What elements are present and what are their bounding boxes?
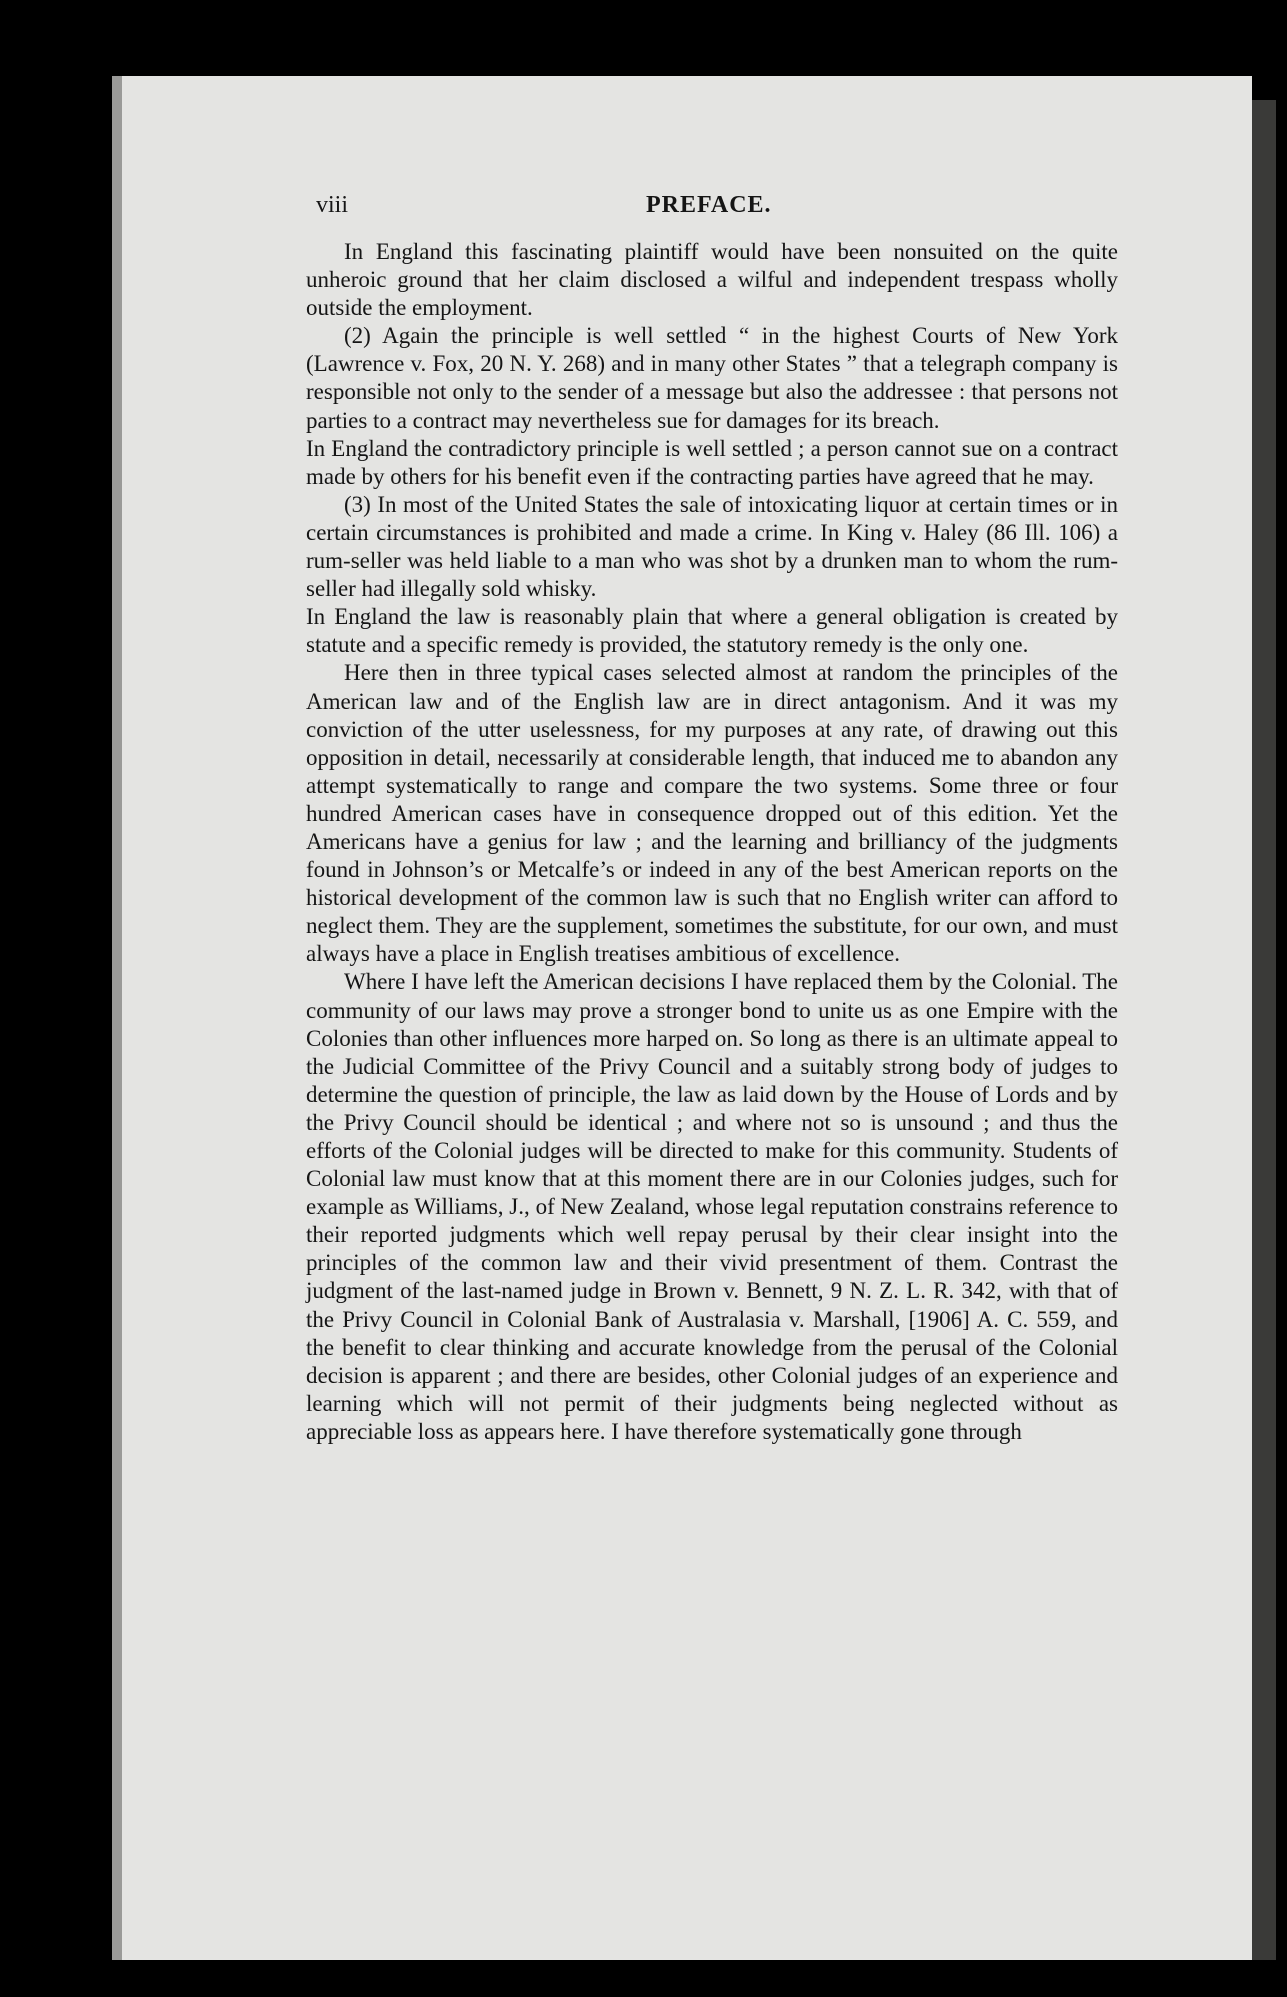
paragraph-5: In England the law is reasonably plain that where a general obligation is created by statute and a specific remedy is provided, the statutory remedy is the only one. — [306, 604, 1118, 658]
running-head — [306, 192, 1118, 238]
paragraph-6: Here then in three typical cases selected almost at random the principles of the American law and of the English law are in direct antagonism. And it was my conviction of the utter uselessness, for my purposes at any rate, of drawing out this opposition in detail, necessarily at considerable length, that induced me to abandon any attempt systematically to range and compare the two systems. Some three or four hundred American cases have in consequence dropped out of this edition. Yet the Americans have a genius for law ; and the learning and brilliancy of the judgments found in Johnson’s or Metcalfe’s or indeed in any of the best American reports on the historical development of the common law is such that no English writer can afford to neglect them. They are the supplement, sometimes the substitute, for our own, and must always have a place in English treatises ambitious of excellence. — [306, 660, 1118, 967]
paragraph-7: Where I have left the American decisions I have replaced them by the Colonial. The community of our laws may prove a stronger bond to unite us as one Empire with the Colonies than other influences more harped on. So long as there is an ultimate appeal to the Judicial Committee of the Privy Council and a suitably strong body of judges to determine the question of principle, the law as laid down by the House of Lords and by the Privy Council should be identical ; and where not so is unsound ; and thus the efforts of the Colonial judges will be directed to make for this community. Students of Colonial law must know that at this moment there are in our Colonies judges, such for example as Williams, J., of New Zealand, whose legal reputation constrains reference to their reported judgments which well repay perusal by their clear insight into the principles of the common law and their vivid presentment of them. Contrast the judgment of the last-named judge in Brown v. Bennett, 9 N. Z. L. R. 342, with that of the Privy Council in Colonial Bank of Australasia v. Marshall, [1906] A. C. 559, and the benefit to clear thinking and accurate knowledge from the perusal of the Colonial decision is apparent ; and there are besides, other Colonial judges of an experience and learning which will not permit of their judgments being neglected without as appreciable loss as appears here. I have therefore systematically gone through — [306, 969, 1118, 1444]
paragraph-4: (3) In most of the United States the sale of intoxicating liquor at certain times or in certain circumstances is prohibited and made a crime. In King v. Haley (86 Ill. 106) a rum-seller was held liable to a man who was shot by a drunken man to whom the rum-seller had illegally sold whisky. — [306, 491, 1118, 602]
text-column — [306, 192, 1118, 1446]
paragraph-2: (2) Again the principle is well settled “ in the highest Courts of New York (Lawrence v. Fox, 20 N. Y. 268) and in many other States ” that a telegraph company is responsible not only to the sender of a message but also the addressee : that persons not parties to a contract may nevertheless sue for damages for its breach. — [306, 323, 1118, 433]
paragraph-1: In England this fascinating plaintiff would have been nonsuited on the quite unheroic ground that her claim disclosed a wilful and independent trespass wholly outside the employment. — [306, 239, 1118, 321]
running-title: PREFACE. — [646, 192, 772, 218]
paragraph-3: In England the contradictory principle is well settled ; a person cannot sue on a contract made by others for his benefit even if the contracting parties have agreed that he may. — [306, 435, 1118, 489]
page-edge-shadow — [1252, 100, 1276, 1960]
page-number: viii — [316, 192, 349, 218]
